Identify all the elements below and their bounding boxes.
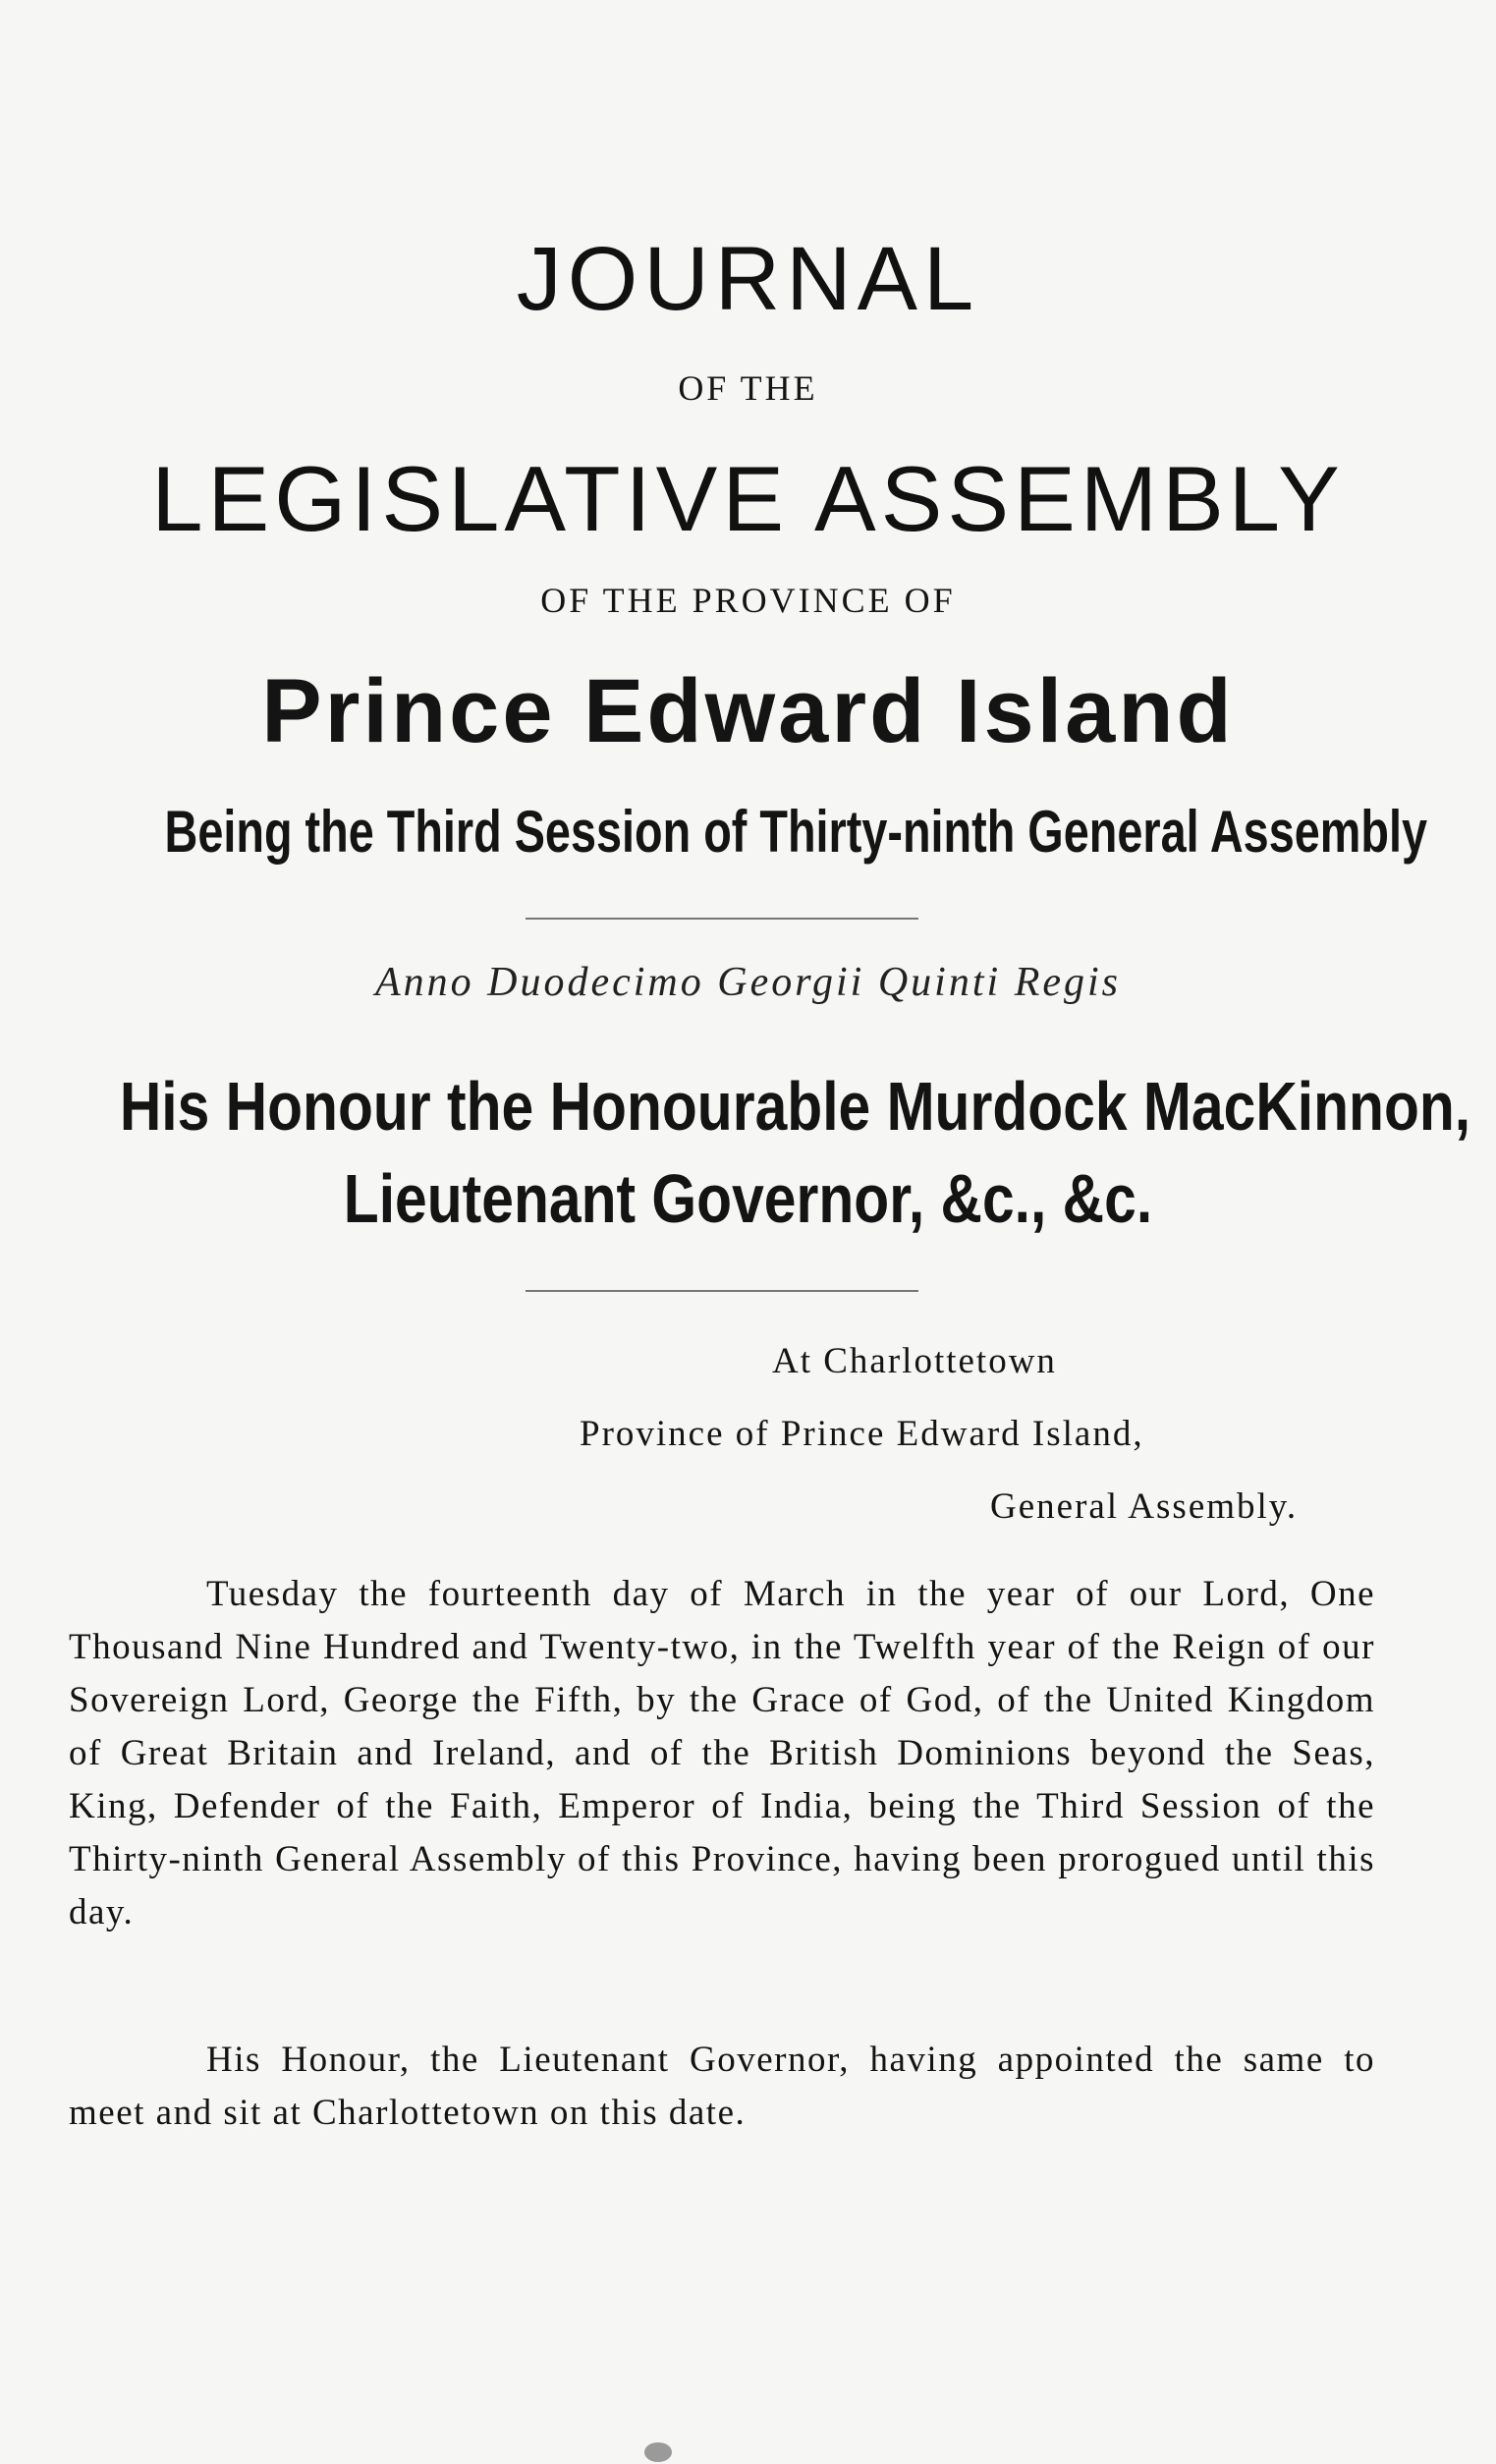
divider-rule-top: [526, 918, 918, 920]
lieutenant-governor-line-2: Lieutenant Governor, &c., &c.: [343, 1160, 1153, 1237]
session-subtitle: Being the Third Session of Thirty-ninth General Assembly: [164, 799, 1427, 865]
of-the-province-of-line: OF THE PROVINCE OF: [540, 581, 956, 620]
journal-title: JOURNAL: [516, 229, 980, 329]
body-paragraph-1: Tuesday the fourteenth day of March in the year of our Lord, One Thousand Nine Hundred and Twenty-two, in the Twelfth year of the Reign of our Sovereign Lord, George the Fifth, by the Grace of God, of the United Kingdom of Great Britain and Ireland, and of the British Dominions beyond the Seas, King, Defender of the Faith, Emperor of India, being the Third Session of the Thirty-ninth General Assembly of this Province, having been prorogued until this day.: [69, 1574, 1375, 1932]
legislative-assembly-title: LEGISLATIVE ASSEMBLY: [151, 447, 1345, 550]
place-line-3: General Assembly.: [990, 1486, 1299, 1527]
of-the-line: OF THE: [678, 368, 818, 408]
province-name-title: Prince Edward Island: [261, 661, 1235, 761]
place-line-2: Province of Prince Edward Island,: [580, 1414, 1144, 1454]
divider-rule-bottom: [526, 1290, 918, 1292]
lieutenant-governor-line-1: His Honour the Honourable Murdock MacKinnon,: [119, 1068, 1471, 1145]
body-paragraph-2: His Honour, the Lieutenant Governor, having appointed the same to meet and sit at Charlottetown on this date.: [69, 2040, 1375, 2133]
page-speck-mark: [644, 2442, 672, 2462]
anno-regis-line: Anno Duodecimo Georgii Quinti Regis: [374, 960, 1121, 1005]
place-line-1: At Charlottetown: [772, 1341, 1057, 1381]
